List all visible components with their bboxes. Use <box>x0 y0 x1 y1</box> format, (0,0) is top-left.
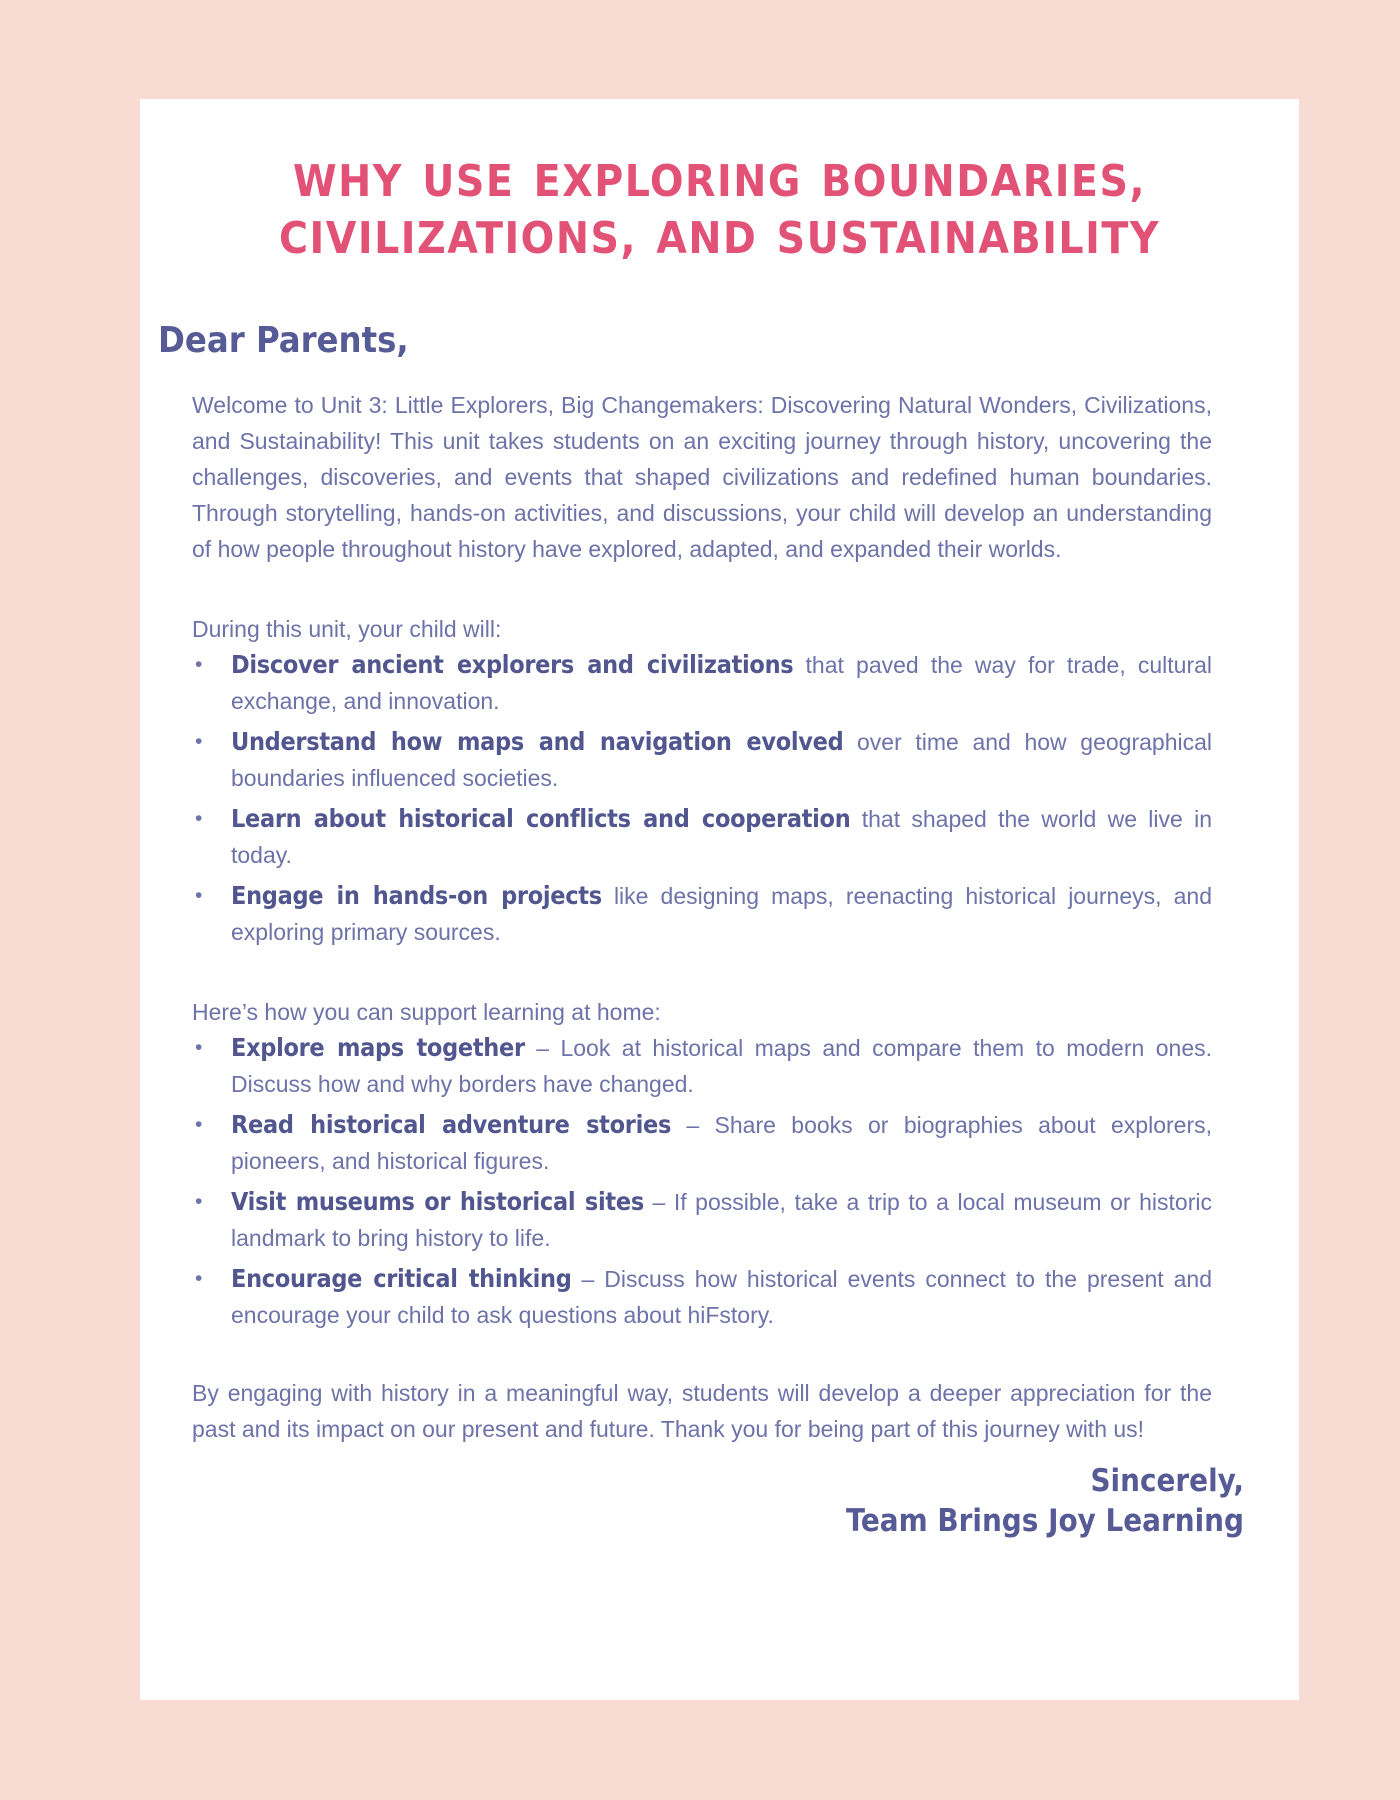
bullet-bold: Discover ancient explorers and civilizations <box>231 650 794 679</box>
bullet-rest: – Share books or biographies about explorers, pioneers, and historical figures. <box>231 1112 1213 1174</box>
bullet-text <box>231 647 1212 719</box>
page-title <box>140 99 1299 267</box>
bullet-rest: over time and how geographical boundaries influenced societies. <box>231 729 1212 791</box>
bullet-text <box>231 1030 1212 1102</box>
bullet-bold: Engage in hands-on projects <box>231 881 602 910</box>
bullet-rest: like designing maps, reenacting historical journeys, and exploring primary sources. <box>231 883 1212 945</box>
signature-line-1: Sincerely, <box>1090 1463 1244 1499</box>
bullet-item <box>192 801 1212 873</box>
bullet-icon: • <box>195 730 203 753</box>
salutation: Dear Parents, <box>158 320 409 361</box>
bullet-rest: – If possible, take a trip to a local museum or historic landmark to bring history to life. <box>231 1189 1212 1251</box>
bullet-item <box>192 878 1212 950</box>
section-1-bullets <box>192 647 1212 950</box>
bullet-rest: that paved the way for trade, cultural exchange, and innovation. <box>231 652 1213 714</box>
bullet-bold: Read historical adventure stories <box>231 1110 672 1139</box>
bullet-icon: • <box>195 1190 203 1213</box>
bullet-text <box>231 878 1212 950</box>
closing-paragraph: By engaging with history in a meaningful way, students will develop a deeper appreciation for the past and its impact on our present and future. Thank you for being part of this journey with us! <box>192 1380 1212 1442</box>
bullet-item <box>192 724 1212 796</box>
bullet-icon: • <box>195 1267 203 1290</box>
signature-block <box>192 1461 1244 1541</box>
signature-line-2: Team Brings Joy Learning <box>845 1503 1244 1539</box>
section-2-lead: Here’s how you can support learning at home: <box>192 999 661 1025</box>
section-1-lead: During this unit, your child will: <box>192 616 502 642</box>
bullet-bold: Learn about historical conflicts and cooperation <box>231 804 851 833</box>
page-title-line-1: WHY USE EXPLORING BOUNDARIES, <box>292 156 1147 207</box>
section-2-bullets <box>192 1030 1212 1333</box>
bullet-bold: Encourage critical thinking <box>231 1264 572 1293</box>
bullet-bold: Explore maps together <box>231 1033 525 1062</box>
bullet-icon: • <box>195 1036 203 1059</box>
bullet-icon: • <box>195 884 203 907</box>
bullet-text <box>231 724 1212 796</box>
intro-paragraph: Welcome to Unit 3: Little Explorers, Big Changemakers: Discovering Natural Wonders, Civilizations, and Sustainability! This unit takes students on an exciting journey through history, uncovering the challenges, discoveries, and events that shaped civilizations and redefined human boundaries. Through storytelling, hands-on activities, and discussions, your child will develop an understanding of how people throughout history have explored, adapted, and expanded their worlds. <box>192 392 1212 562</box>
bullet-rest: – Discuss how historical events connect to the present and encourage your child to ask questions about hiFstory. <box>231 1266 1213 1328</box>
bullet-item <box>192 1107 1212 1179</box>
bullet-text <box>231 1107 1212 1179</box>
bullet-item <box>192 647 1212 719</box>
bullet-rest: – Look at historical maps and compare them to modern ones. Discuss how and why borders have changed. <box>231 1035 1212 1097</box>
bullet-item <box>192 1030 1212 1102</box>
bullet-icon: • <box>195 653 203 676</box>
bullet-item <box>192 1261 1212 1333</box>
letter-page <box>140 99 1299 1700</box>
page-title-line-2: CIVILIZATIONS, AND SUSTAINABILITY <box>278 213 1161 264</box>
bullet-bold: Visit museums or historical sites <box>231 1187 644 1216</box>
bullet-icon: • <box>195 807 203 830</box>
bullet-rest: that shaped the world we live in today. <box>231 806 1213 868</box>
bullet-text <box>231 1261 1212 1333</box>
bullet-text <box>231 801 1212 873</box>
bullet-text <box>231 1184 1212 1256</box>
bullet-item <box>192 1184 1212 1256</box>
bullet-icon: • <box>195 1113 203 1136</box>
bullet-bold: Understand how maps and navigation evolved <box>231 727 844 756</box>
